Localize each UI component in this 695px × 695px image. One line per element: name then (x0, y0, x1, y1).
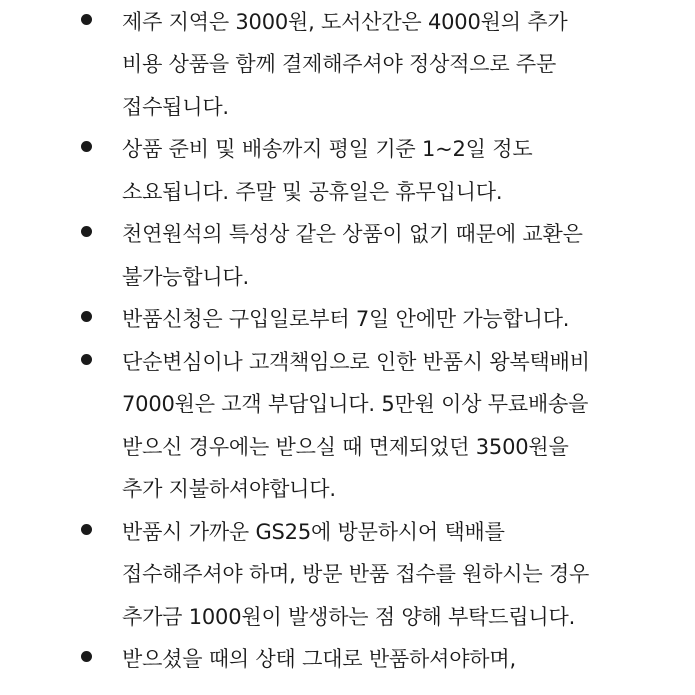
text-line: 접수됩니다. (122, 94, 229, 119)
list-item (0, 638, 695, 681)
text-line: 받으셨을 때의 상태 그대로 반품하셔야하며, (122, 647, 516, 671)
text-line: 단순변심이나 고객책임으로 인한 반품시 왕복택배비 (122, 349, 590, 374)
list-item-text (122, 298, 675, 341)
text-line: 천연원석의 특성상 같은 상품이 없기 때문에 교환은 (122, 222, 583, 246)
bullet-icon (81, 354, 92, 365)
bullet-icon (81, 141, 92, 152)
text-line: 불가능합니다. (122, 264, 249, 289)
list-item (0, 511, 695, 639)
bullet-icon (81, 14, 92, 25)
text-line: 소요됩니다. 주말 및 공휴일은 휴무입니다. (122, 179, 503, 204)
list-item-text (122, 511, 675, 639)
list-item (0, 213, 695, 298)
list-item (0, 1, 695, 129)
list-item-text (122, 341, 675, 511)
list-item (0, 298, 695, 341)
list-item (0, 341, 695, 511)
text-line: 접수해주셔야 하며, 방문 반품 접수를 원하시는 경우 (122, 562, 590, 586)
text-line: 상품 준비 및 배송까지 평일 기준 1~2일 정도 (122, 137, 533, 161)
list-item-text (122, 638, 675, 681)
text-line: 반품시 가까운 GS25에 방문하시어 택배를 (122, 519, 505, 544)
bullet-icon (81, 311, 92, 322)
bullet-icon (81, 524, 92, 535)
text-line: 받으신 경우에는 받으실 때 면제되었던 3500원을 (122, 434, 569, 459)
text-line: 제주 지역은 3000원, 도서산간은 4000원의 추가 (122, 9, 568, 34)
list-item-text (122, 213, 675, 298)
bullet-icon (81, 226, 92, 237)
list-item (0, 128, 695, 213)
list-item-text (122, 128, 675, 213)
list-item-text (122, 1, 675, 129)
text-line: 추가금 1000원이 발생하는 점 양해 부탁드립니다. (122, 604, 576, 629)
text-line: 비용 상품을 함께 결제해주셔야 정상적으로 주문 (122, 52, 557, 76)
text-line: 7000원은 고객 부담입니다. 5만원 이상 무료배송을 (122, 392, 589, 416)
text-line: 추가 지불하셔야합니다. (122, 477, 336, 501)
text-line: 반품신청은 구입일로부터 7일 안에만 가능합니다. (122, 307, 570, 331)
bullet-icon (81, 651, 92, 662)
